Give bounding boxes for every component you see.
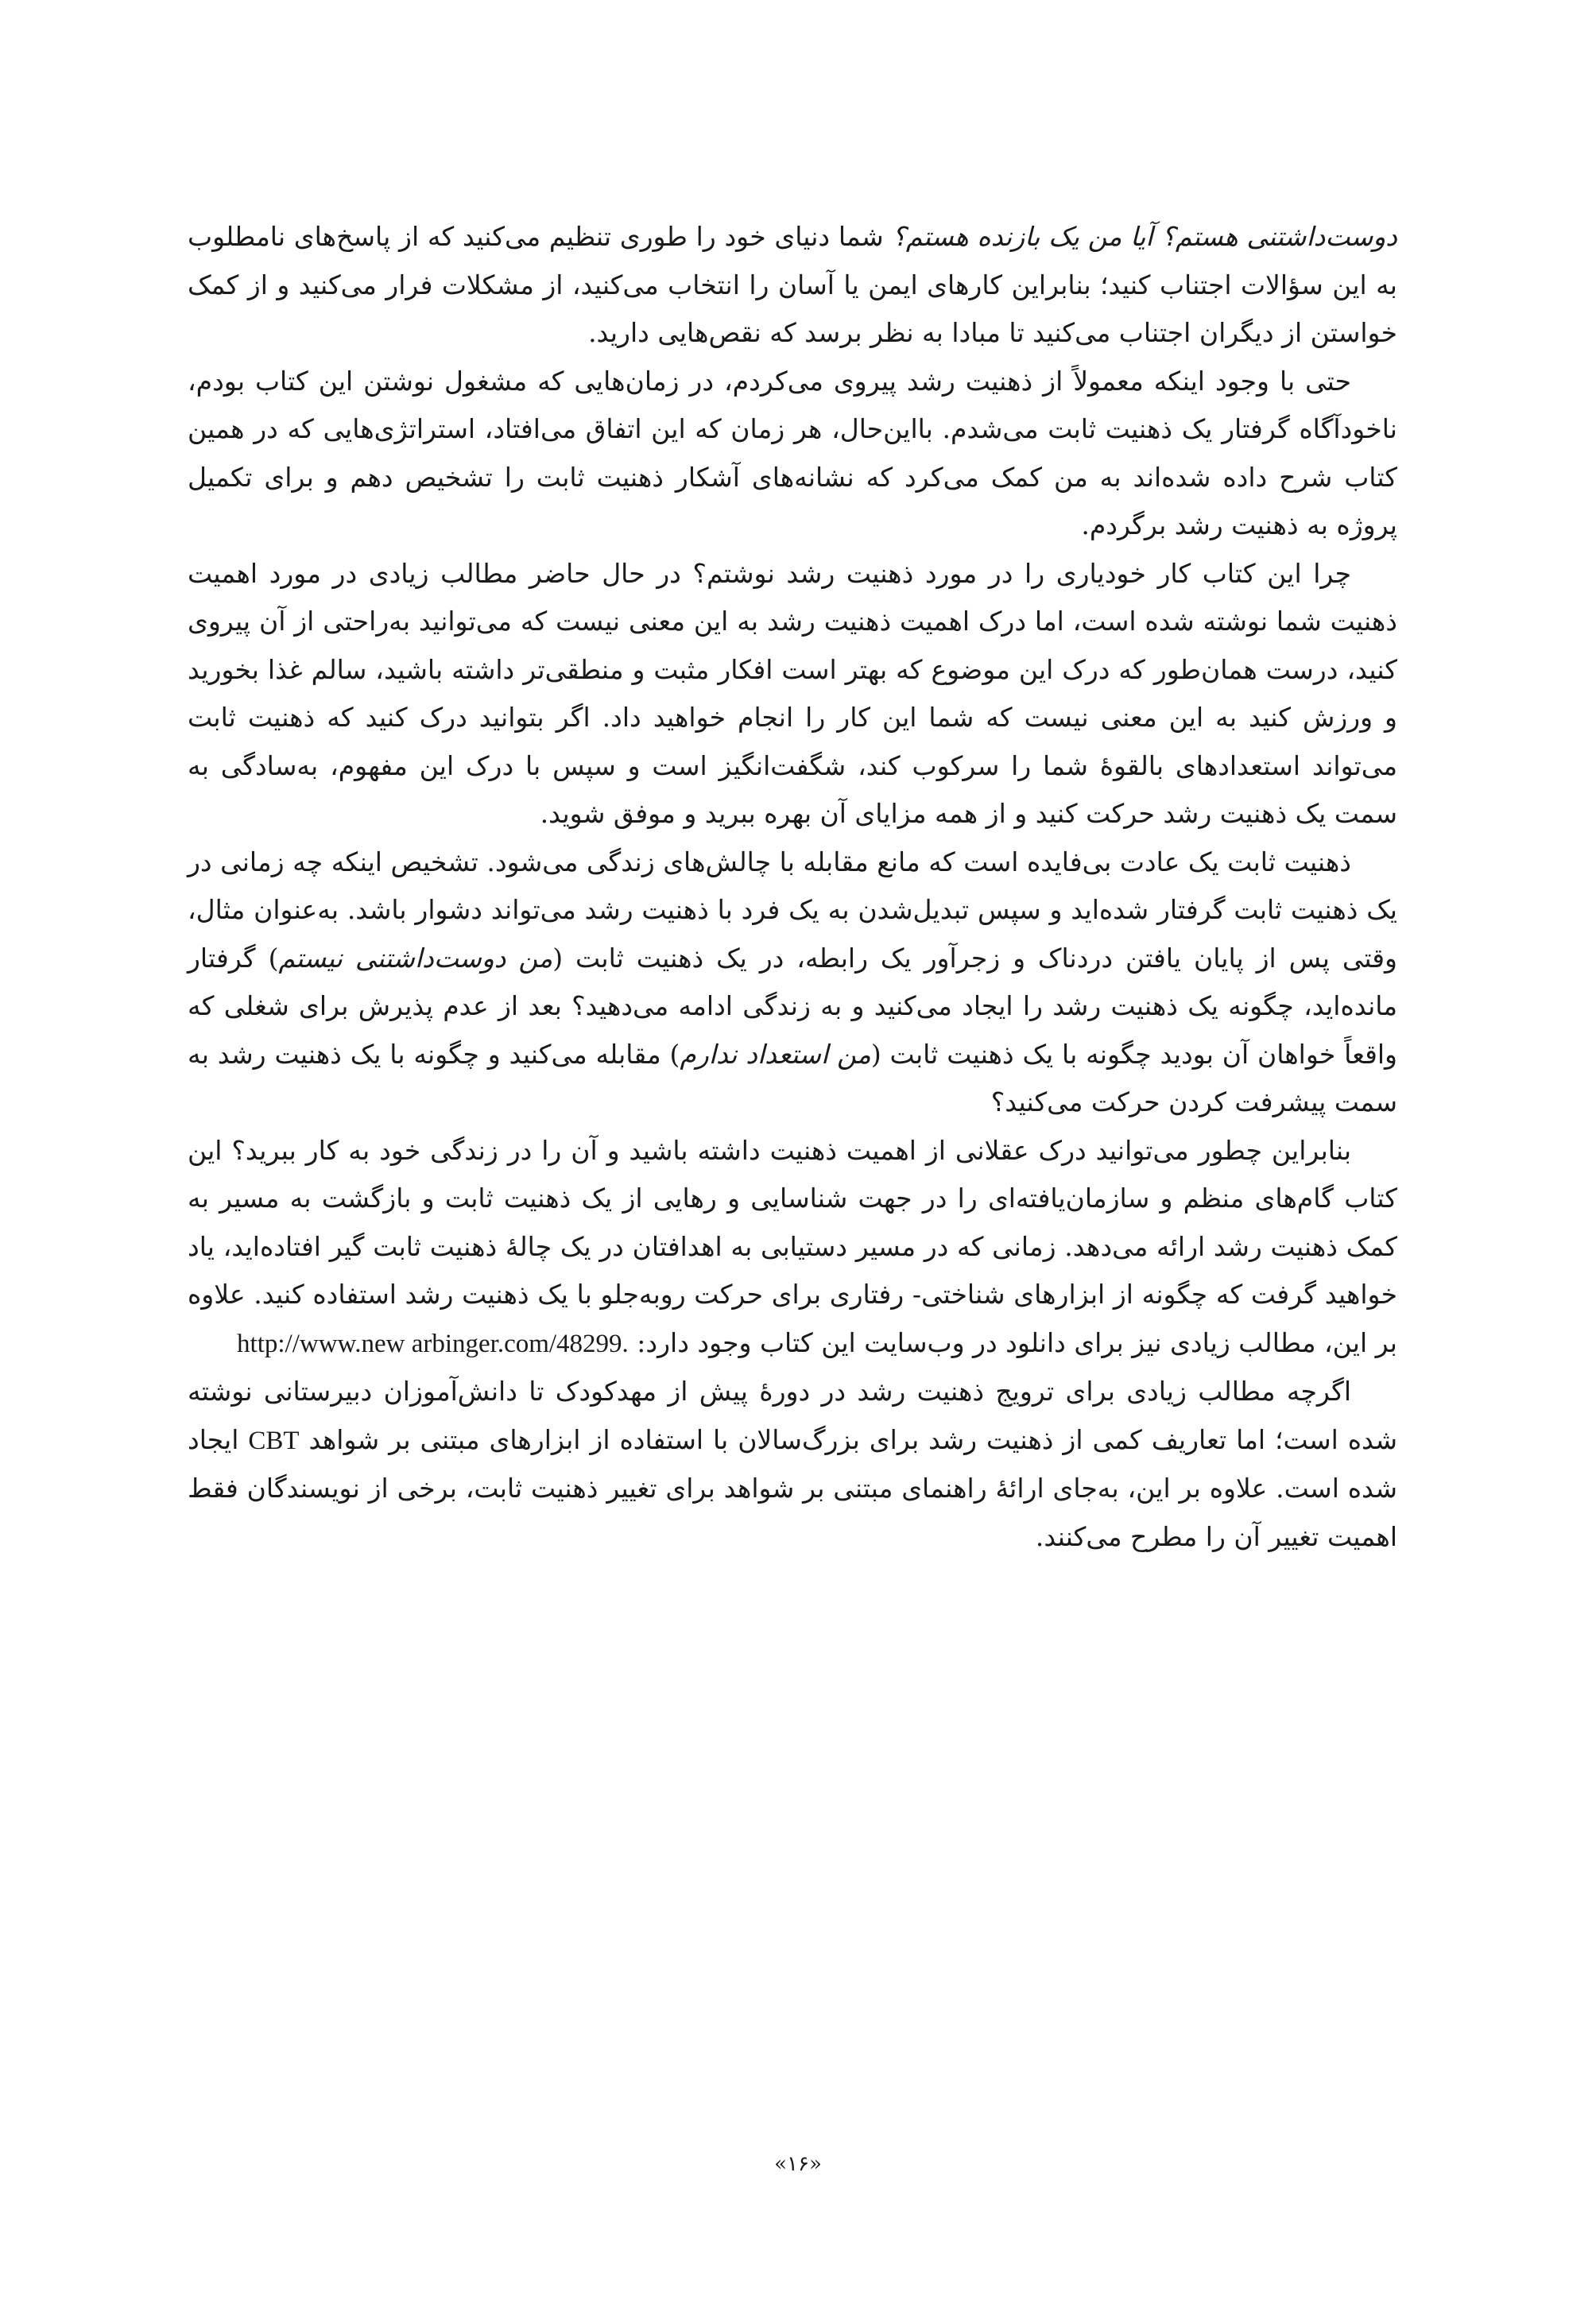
paragraph xyxy=(188,838,1397,1127)
paragraph xyxy=(188,213,1397,358)
paragraph xyxy=(188,1368,1397,1561)
paragraph xyxy=(188,358,1397,550)
paragraph xyxy=(188,1127,1397,1369)
text-segment: CBT xyxy=(248,1426,300,1455)
text-segment: بنابراین چطور می‌توانید درک عقلانی از اهمیت ذهنیت داشته باشید و آن را در زندگی خود به کار ببرید؟ این کتاب گام‌های منظم و سازمان‌یافته‌ای را در جهت شناسایی و رهایی از یک ذهنیت ثابت و بازگشت به مسیر به کمک ذهنیت رشد ارائه می‌دهد. زمانی که در مسیر دستیابی به اهدافتان در یک چالهٔ ذهنیت ثابت گیر افتاده‌اید، یاد خواهید گرفت که چگونه از ابزارهای شناختی- رفتاری برای حرکت روبه‌جلو با یک ذهنیت رشد استفاده کنید. علاوه بر این، مطالب زیادی نیز برای دانلود در وب‌سایت این کتاب وجود دارد: xyxy=(188,1134,1397,1358)
page-number: «۱۶» xyxy=(774,2152,822,2176)
text-segment: حتی با وجود اینکه معمولاً از ذهنیت رشد پیروی می‌کردم، در زمان‌هایی که مشغول نوشتن این کتاب بودم، ناخودآگاه گرفتار یک ذهنیت ثابت می‌شدم. بااین‌حال، هر زمان که این اتفاق می‌افتاد، استراتژی‌هایی که در همین کتاب شرح داده شده‌اند به من کمک می‌کرد که نشانه‌های آشکار ذهنیت ثابت را تشخیص دهم و برای تکمیل پروژه به ذهنیت رشد برگردم. xyxy=(188,365,1397,540)
body-text xyxy=(188,213,1397,1561)
text-segment: اگرچه مطالب زیادی برای ترویج ذهنیت رشد در دورهٔ پیش از مهدکودک تا دانش‌آموزان دبیرستانی نوشته شده است؛ اما تعاریف کمی از ذهنیت رشد برای بزرگ‌سالان با استفاده از ابزارهای مبتنی بر شواهد xyxy=(188,1376,1397,1455)
italic-text: من دوست‌داشتنی نیستم xyxy=(278,942,553,974)
paragraph xyxy=(188,550,1397,838)
text-segment: چرا این کتاب کار خودیاری را در مورد ذهنیت رشد نوشتم؟ در حال حاضر مطالب زیادی در مورد اهمیت ذهنیت شما نوشته شده است، اما درک اهمیت ذهنیت رشد به این معنی نیست که می‌توانید به‌راحتی از آن پیروی کنید، درست همان‌طور که درک این موضوع که بهتر است افکار مثبت و منطقی‌تر داشته باشید، سالم غذا بخورید و ورزش کنید به این معنی نیست که شما این کار را انجام خواهید داد. اگر بتوانید درک کنید که ذهنیت ثابت می‌تواند استعدادهای بالقوهٔ شما را سرکوب کند، شگفت‌انگیز است و سپس با درک این مفهوم، به‌سادگی به سمت یک ذهنیت رشد حرکت کنید و از همه مزایای آن بهره ببرید و موفق شوید. xyxy=(188,557,1397,829)
italic-text: من استعداد ندارم xyxy=(680,1038,871,1070)
text-segment: ذهنیت ثابت یک عادت بی‌فایده است که مانع مقابله با چالش‌های زندگی می‌شود. تشخیص اینکه چه زمانی در یک ذهنیت ثابت گرفتار شده‌اید و سپس تبدیل‌شدن به یک فرد با ذهنیت رشد می‌تواند دشوار باشد. به‌عنوان مثال، وقتی پس از پایان یافتن دردناک و زجرآور یک رابطه، در یک ذهنیت ثابت ( xyxy=(188,846,1397,974)
text-segment: ایجاد شده است. علاوه بر این، به‌جای ارائهٔ راهنمای مبتنی بر شواهد برای تغییر ذهنیت ثابت، برخی از نویسندگان فقط اهمیت تغییر آن را مطرح می‌کنند. xyxy=(188,1423,1397,1552)
italic-text: دوست‌داشتنی هستم؟ آیا من یک بازنده هستم؟ xyxy=(892,221,1397,252)
text-segment: ) مقابله می‌کنید و چگونه با یک ذهنیت رشد به سمت پیشرفت کردن حرکت می‌کنید؟ xyxy=(188,1038,1397,1117)
text-segment: شما دنیای خود را طوری تنظیم می‌کنید که از پاسخ‌های نامطلوب به این سؤالات اجتناب کنید؛ بنابراین کارهای ایمن یا آسان را انتخاب می‌کنید، از مشکلات فرار می‌کنید و از کمک خواستن از دیگران اجتناب می‌کنید تا مبادا به نظر برسد که نقص‌هایی دارید. xyxy=(188,221,1397,348)
url-text: http://www.new arbinger.com/48299. xyxy=(237,1329,629,1358)
text-segment: ) گرفتار مانده‌اید، چگونه یک ذهنیت رشد را ایجاد می‌کنید و به زندگی ادامه می‌دهید؟ بعد از عدم پذیرش برای شغلی که واقعاً خواهان آن بودید چگونه با یک ذهنیت ثابت ( xyxy=(188,942,1397,1070)
